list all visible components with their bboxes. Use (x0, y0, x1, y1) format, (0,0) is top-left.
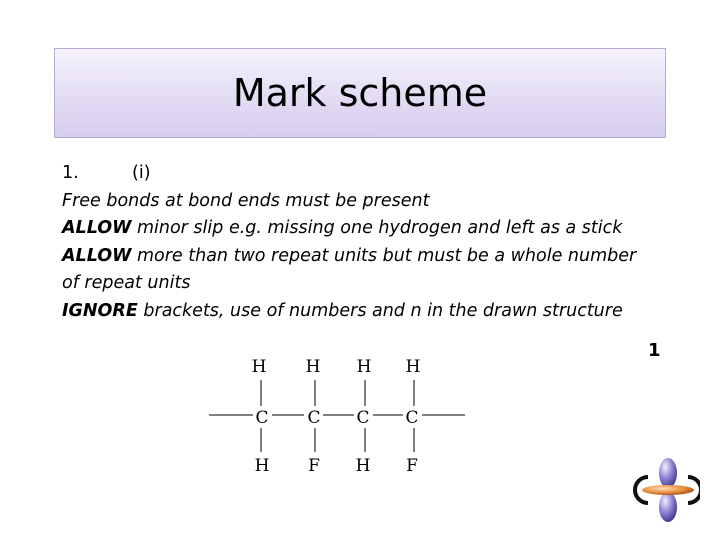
polymer-structure-diagram (205, 348, 475, 478)
allow-keyword: ALLOW (62, 245, 132, 266)
bonds-bottom (261, 428, 414, 452)
orbital-logo-icon (630, 455, 700, 527)
question-number: 1. (62, 163, 79, 183)
slide-title: Mark scheme (232, 71, 488, 115)
atom-carbon-2: C (307, 408, 321, 428)
atom-bottom-1: H (254, 456, 270, 476)
scheme-line-1 (62, 188, 662, 216)
atom-carbon-3: C (356, 408, 370, 428)
title-banner (54, 48, 666, 138)
atom-bottom-2: F (308, 456, 320, 476)
atom-carbon-1: C (255, 408, 269, 428)
scheme-line-3 (62, 243, 662, 271)
mark-scheme-text (62, 160, 662, 325)
scheme-line-2 (62, 215, 662, 243)
atom-bottom-3: H (355, 456, 371, 476)
scheme-line-5 (62, 298, 662, 326)
bonds-top (261, 380, 414, 406)
atom-carbon-4: C (405, 408, 419, 428)
allow-keyword: ALLOW (62, 218, 132, 238)
scheme-line-3-text: more than two repeat units but must be a whole number (131, 245, 637, 266)
title-underline (59, 131, 377, 132)
scheme-line-4-text: of repeat units (62, 273, 191, 293)
scheme-line-4 (62, 270, 662, 298)
atom-top-3: H (356, 357, 372, 377)
atom-top-1: H (251, 357, 267, 377)
question-header (62, 160, 662, 188)
ignore-keyword: IGNORE (62, 300, 138, 321)
atom-top-4: H (405, 357, 421, 377)
scheme-line-1-text: Free bonds at bond ends must be present (62, 190, 430, 211)
scheme-line-5-text: brackets, use of numbers and n in the drawn structure (137, 300, 623, 321)
mark-value: 1 (648, 340, 661, 361)
scheme-line-2-text: minor slip e.g. missing one hydrogen and left as a stick (131, 218, 623, 238)
question-part: (i) (132, 163, 151, 183)
atom-bottom-4: F (406, 456, 418, 476)
atom-top-2: H (305, 357, 321, 377)
